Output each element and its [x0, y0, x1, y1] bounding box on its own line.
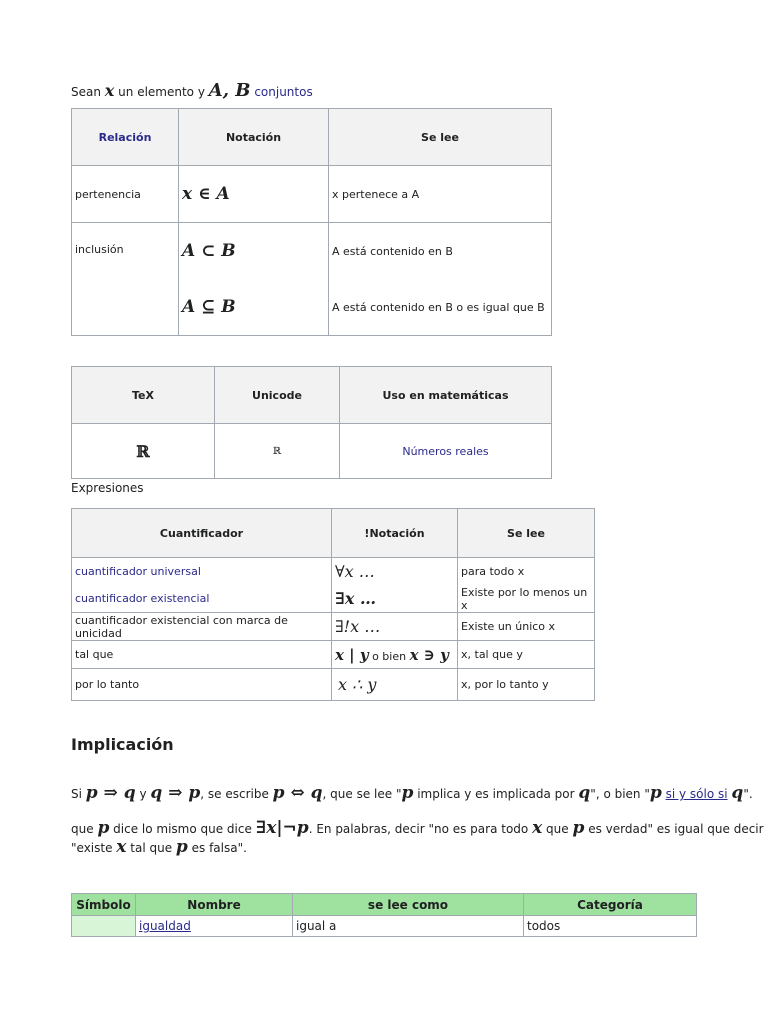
cell-relacion: inclusión	[72, 223, 179, 336]
conjuntos-link[interactable]: conjuntos	[254, 85, 313, 99]
cell-se-lee: x, tal que y	[458, 641, 595, 669]
cell-cuantificador: por lo tanto	[72, 669, 332, 701]
implicacion-paragraph-2	[71, 818, 764, 857]
cell-se-lee: x, por lo tanto y	[458, 669, 595, 701]
tal-que-notation-b: 𝒙 ∋ 𝒚	[409, 645, 449, 664]
table-header-row	[72, 894, 697, 916]
header-se-lee: Se lee	[329, 109, 552, 166]
tal-que-notation-a: 𝒙 | 𝒚	[335, 645, 369, 664]
cell-simbolo	[72, 916, 136, 937]
section-heading: Implicación	[71, 735, 174, 754]
cell-se-lee: A está contenido en B o es igual que B	[329, 279, 552, 336]
symbols-category-table	[71, 893, 697, 937]
cell-nombre	[136, 916, 293, 937]
cell-se-lee: A está contenido en B	[329, 223, 552, 280]
header-unicode: Unicode	[215, 367, 340, 424]
p2-text-f: "existe	[71, 841, 113, 855]
cell-relacion: pertenencia	[72, 166, 179, 223]
header-nombre: Nombre	[136, 894, 293, 916]
cell-se-lee: Existe un único x	[458, 613, 595, 641]
p2-text-e: es verdad" es igual que decir	[588, 822, 764, 836]
p2-text-a: que	[71, 822, 94, 836]
table-row	[72, 585, 595, 613]
cell-se-lee: x pertenece a A	[329, 166, 552, 223]
numeros-reales-link[interactable]: Números reales	[402, 444, 489, 458]
p2-text-g: tal que	[130, 841, 173, 855]
p2-text-d: que	[546, 822, 569, 836]
igualdad-link[interactable]: igualdad	[139, 919, 191, 933]
header-se-lee: Se lee	[458, 509, 595, 558]
header-relacion[interactable]: Relación	[72, 109, 179, 166]
p2-math-2: ∃𝒙|¬𝒑	[255, 818, 309, 838]
header-tex: TeX	[72, 367, 215, 424]
cell-cuantificador	[72, 585, 332, 613]
p2-math-5: 𝒙	[116, 837, 127, 857]
p2-math-4: 𝒑	[572, 818, 585, 838]
cell-uso	[340, 424, 552, 479]
cell-cuantificador: tal que	[72, 641, 332, 669]
cell-se-lee: para todo x	[458, 558, 595, 586]
cell-notacion: 𝑨 ⊂ 𝑩	[179, 223, 329, 280]
p1-text-b: y	[139, 787, 147, 801]
header-simbolo: Símbolo	[72, 894, 136, 916]
table-row	[72, 424, 552, 479]
table-header-row	[72, 109, 552, 166]
table-row	[72, 558, 595, 586]
header-uso: Uso en matemáticas	[340, 367, 552, 424]
p1-math-3: 𝒑 ⇔ 𝒒	[272, 783, 323, 803]
cell-notacion: x ∴ y	[332, 669, 458, 701]
cell-se-lee-como: igual a	[293, 916, 524, 937]
table-row	[72, 223, 552, 280]
cell-se-lee: Existe por lo menos un x	[458, 585, 595, 613]
cell-notacion: ∃𝒙 …	[332, 585, 458, 613]
table-row	[72, 669, 595, 701]
cell-unicode: ℝ	[215, 424, 340, 479]
cell-notacion	[332, 641, 458, 669]
p2-text-h: es falsa".	[191, 841, 247, 855]
p2-math-1: 𝒑	[97, 818, 110, 838]
expresiones-label: Expresiones	[71, 481, 144, 495]
symbols-table	[71, 366, 552, 479]
p1-text-f: ", o bien "	[590, 787, 650, 801]
header-cuantificador: Cuantificador	[72, 509, 332, 558]
p1-math-7: 𝒒	[731, 783, 744, 803]
p2-text-b: dice lo mismo que dice	[113, 822, 252, 836]
cell-tex: ℝ	[72, 424, 215, 479]
p1-math-5: 𝒒	[578, 783, 591, 803]
p1-math-1: 𝒑 ⇒ 𝒒	[85, 783, 136, 803]
table-row	[72, 641, 595, 669]
p1-text-e: implica y es implicada por	[417, 787, 575, 801]
x-symbol: 𝒙	[104, 81, 115, 100]
header-se-lee-como: se lee como	[293, 894, 524, 916]
p1-text-c: , se escribe	[200, 787, 269, 801]
cell-notacion: 𝑨 ⊆ 𝑩	[179, 279, 329, 336]
o-bien-text: o bien	[372, 649, 407, 663]
intro-mid: un elemento y	[118, 85, 205, 99]
cell-notacion: 𝒙 ∈ 𝑨	[179, 166, 329, 223]
p1-math-4: 𝒑	[401, 783, 414, 803]
cell-cuantificador	[72, 558, 332, 586]
relations-table	[71, 108, 552, 336]
table-row	[72, 916, 697, 937]
p1-text-d: , que se lee "	[322, 787, 402, 801]
cuantificador-existencial-link[interactable]: cuantificador existencial	[75, 592, 210, 605]
intro-line	[71, 82, 313, 101]
si-y-solo-si-link[interactable]: si y sólo si	[665, 787, 728, 801]
table-row	[72, 613, 595, 641]
header-notacion: !Notación	[332, 509, 458, 558]
p1-math-6: 𝒑	[649, 783, 662, 803]
cell-cuantificador: cuantificador existencial con marca de unicidad	[72, 613, 332, 641]
cell-notacion: ∃!x …	[332, 613, 458, 641]
p2-text-c: . En palabras, decir "no es para todo	[308, 822, 529, 836]
p1-text-g: ".	[743, 787, 753, 801]
p1-text-a: Si	[71, 787, 82, 801]
table-header-row	[72, 367, 552, 424]
header-categoria: Categoría	[524, 894, 697, 916]
p2-math-3: 𝒙	[532, 818, 543, 838]
cell-notacion: ∀x …	[332, 558, 458, 586]
cell-categoria: todos	[524, 916, 697, 937]
table-header-row	[72, 509, 595, 558]
intro-prefix: Sean	[71, 85, 101, 99]
implicacion-paragraph-1	[71, 783, 753, 803]
p2-math-6: 𝒑	[175, 837, 188, 857]
header-notacion: Notación	[179, 109, 329, 166]
quantifiers-table	[71, 508, 595, 701]
table-row	[72, 166, 552, 223]
ab-symbol: 𝑨, 𝑩	[208, 80, 251, 101]
p1-math-2: 𝒒 ⇒ 𝒑	[150, 783, 201, 803]
cuantificador-universal-link[interactable]: cuantificador universal	[75, 565, 201, 578]
